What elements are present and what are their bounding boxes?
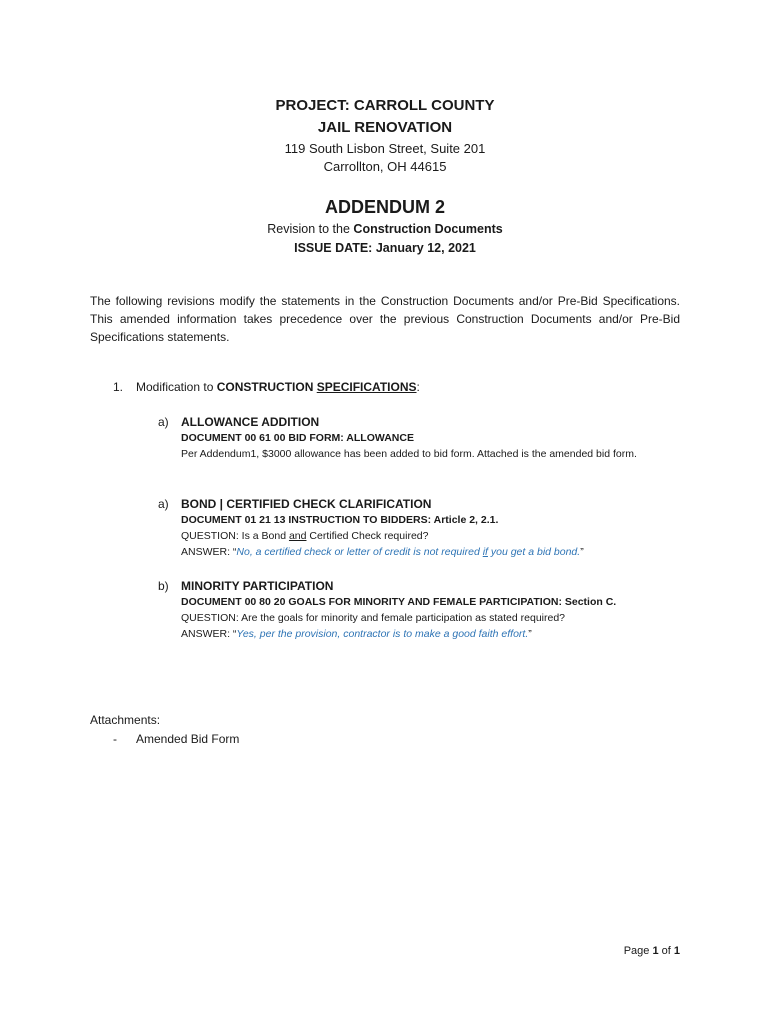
- item-answer: [181, 544, 584, 560]
- modification-suffix: :: [416, 380, 420, 394]
- project-subtitle: JAIL RENOVATION: [317, 119, 453, 136]
- modification-bold-underlined: SPECIFICATIONS: [316, 380, 417, 394]
- page-number: [560, 944, 680, 959]
- answer-underlined: if: [482, 546, 488, 558]
- modification-bold: CONSTRUCTION: [216, 380, 317, 394]
- page-mid: of: [658, 945, 674, 957]
- question-prefix: QUESTION: Is a Bond: [181, 530, 289, 542]
- modification-number: 1.: [113, 380, 124, 394]
- item-title: BOND | CERTIFIED CHECK CLARIFICATION: [181, 497, 432, 511]
- addendum-title: ADDENDUM 2: [324, 197, 445, 217]
- answer-text-end: you get a bid bond.: [487, 546, 581, 558]
- revision-line: [0, 221, 770, 238]
- answer-text: No, a certified check or letter of credit is not required: [236, 546, 483, 558]
- attachment-bullet: -: [113, 732, 117, 746]
- question-suffix: Certified Check required?: [306, 530, 429, 542]
- attachments-heading: Attachments:: [90, 713, 161, 727]
- item-title: ALLOWANCE ADDITION: [181, 415, 320, 429]
- page-total: 1: [673, 945, 680, 957]
- item-question: QUESTION: Are the goals for minority and female participation as stated required?: [181, 612, 566, 624]
- answer-prefix: ANSWER: “: [181, 628, 237, 640]
- answer-suffix: ”: [528, 628, 532, 640]
- item-document: DOCUMENT 01 21 13 INSTRUCTION TO BIDDERS: Article 2, 2.1.: [181, 514, 499, 526]
- item-label: b): [158, 579, 169, 593]
- address-line-2: Carrollton, OH 44615: [323, 159, 447, 174]
- answer-prefix: ANSWER: “: [181, 546, 237, 558]
- address-line-1: 119 South Lisbon Street, Suite 201: [284, 141, 486, 156]
- item-title: MINORITY PARTICIPATION: [181, 579, 334, 593]
- revision-prefix: Revision to the: [267, 222, 354, 236]
- item-answer: [181, 626, 532, 642]
- page-prefix: Page: [623, 945, 653, 957]
- question-underlined: and: [288, 530, 307, 542]
- item-body: Per Addendum1, $3000 allowance has been added to bid form. Attached is the amended bid form.: [181, 448, 637, 460]
- page-current: 1: [652, 945, 659, 957]
- project-title: PROJECT: CARROLL COUNTY: [275, 97, 495, 114]
- item-label: a): [158, 415, 169, 429]
- issue-date: ISSUE DATE: January 12, 2021: [294, 241, 476, 255]
- modification-prefix: Modification to: [136, 380, 217, 394]
- answer-text: Yes, per the provision, contractor is to make a good faith effort.: [236, 628, 529, 640]
- item-label: a): [158, 497, 169, 511]
- item-question: [181, 528, 428, 544]
- answer-suffix: ”: [580, 546, 584, 558]
- modification-heading: [136, 379, 420, 395]
- revision-bold: Construction Documents: [353, 222, 503, 236]
- attachment-item: Amended Bid Form: [136, 732, 240, 746]
- item-document: DOCUMENT 00 80 20 GOALS FOR MINORITY AND FEMALE PARTICIPATION: Section C.: [181, 596, 617, 608]
- item-document: DOCUMENT 00 61 00 BID FORM: ALLOWANCE: [181, 432, 414, 444]
- intro-paragraph: The following revisions modify the statements in the Construction Documents and/or Pre-Bid Specifications. This amended information takes precedence over the previous Construction Documents and/or Pre-Bid Specifications statements.: [90, 294, 680, 344]
